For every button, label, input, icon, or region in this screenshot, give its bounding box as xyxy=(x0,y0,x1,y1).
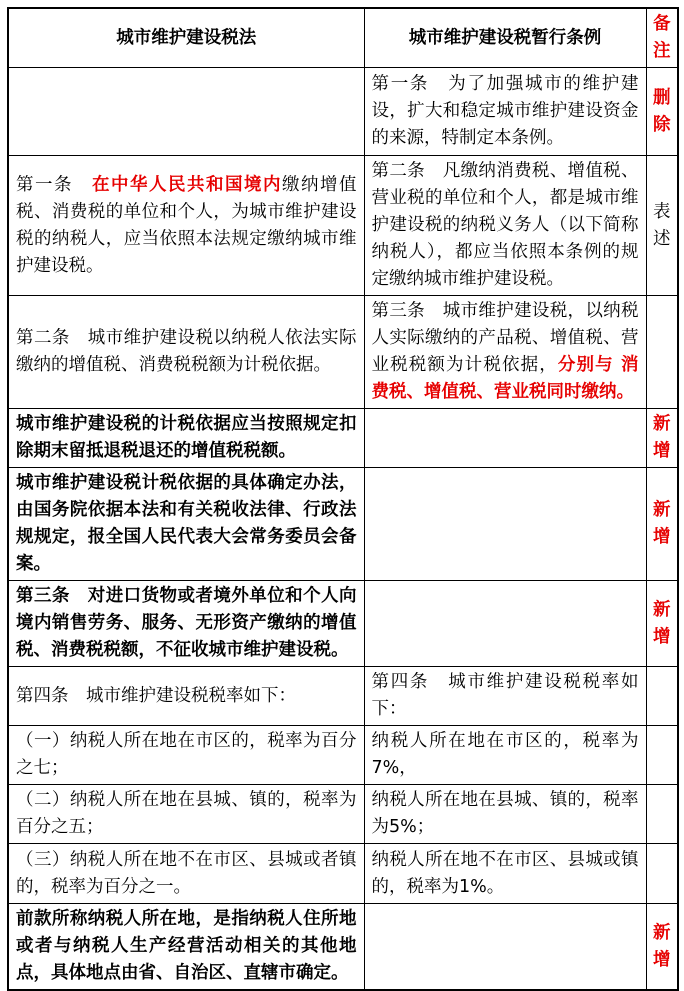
regulation-cell xyxy=(364,904,646,991)
law-cell xyxy=(8,409,364,468)
regulation-text: 纳税人所在地不在市区、县城或镇的，税率为1%。 xyxy=(371,849,639,897)
regulation-text: 第三条 城市维护建设税，以纳税人实际缴纳的产品税、增值税、营业税税额为计税依据， xyxy=(371,301,639,375)
law-cell xyxy=(8,468,364,581)
table-row xyxy=(8,667,678,726)
table-row xyxy=(8,844,678,904)
law-comparison-table xyxy=(7,7,679,991)
remark-cell xyxy=(646,296,678,409)
regulation-column-header: 城市维护建设税暂行条例 xyxy=(364,8,646,68)
law-text: 第四条 城市维护建设税税率如下： xyxy=(16,685,296,706)
table-row xyxy=(8,581,678,667)
regulation-text: 纳税人所在地在市区的，税率为7%， xyxy=(371,731,639,778)
regulation-cell xyxy=(364,726,646,785)
remark-column-header: 备注 xyxy=(646,8,678,68)
remark-cell xyxy=(646,785,678,844)
law-text: 缴纳增值税、消费税的单位和个人，为城市维护建设税的纳税人，应当依照本法规定缴纳城市维护建设税。 xyxy=(16,174,357,276)
law-cell xyxy=(8,296,364,409)
regulation-cell xyxy=(364,581,646,667)
regulation-cell xyxy=(364,68,646,156)
law-cell xyxy=(8,156,364,296)
regulation-text: 第二条 凡缴纳消费税、增值税、营业税的单位和个人，都是城市维护建设税的纳税义务人（以下简称纳税人），都应当依照本条例的规定缴纳城市维护建设税。 xyxy=(371,161,639,289)
remark-cell: 表述 xyxy=(646,156,678,296)
law-cell xyxy=(8,904,364,991)
law-text: （三）纳税人所在地不在市区、县城或者镇的，税率为百分之一。 xyxy=(16,849,357,897)
regulation-cell xyxy=(364,844,646,904)
remark-cell: 新增 xyxy=(646,409,678,468)
law-cell xyxy=(8,667,364,726)
remark-cell xyxy=(646,667,678,726)
law-text: （一）纳税人所在地在市区的，税率为百分之七； xyxy=(16,731,357,778)
table-row xyxy=(8,468,678,581)
regulation-cell xyxy=(364,785,646,844)
law-highlight-text: 在中华人民共和国境内 xyxy=(92,174,282,195)
regulation-highlight-text: 分别与 消费税、增值税、营业税同时缴纳。 xyxy=(371,355,639,402)
remark-cell: 删除 xyxy=(646,68,678,156)
table-row xyxy=(8,904,678,991)
law-cell xyxy=(8,844,364,904)
regulation-cell xyxy=(364,296,646,409)
law-column-header: 城市维护建设税法 xyxy=(8,8,364,68)
law-text: 城市维护建设税计税依据的具体确定办法，由国务院依据本法和有关税收法律、行政法规规定，报全国人民代表大会常务委员会备案。 xyxy=(16,473,357,574)
law-text: 城市维护建设税的计税依据应当按照规定扣除期末留抵退税退还的增值税税额。 xyxy=(16,414,357,461)
law-text: 第三条 对进口货物或者境外单位和个人向境内销售劳务、服务、无形资产缴纳的增值税、消费税税额，不征收城市维护建设税。 xyxy=(16,586,357,660)
table-row xyxy=(8,409,678,468)
law-text: 第一条 xyxy=(16,174,92,195)
law-cell xyxy=(8,785,364,844)
table-row xyxy=(8,785,678,844)
table-row xyxy=(8,726,678,785)
law-text: 前款所称纳税人所在地，是指纳税人住所地或者与纳税人生产经营活动相关的其他地点，具体地点由省、自治区、直辖市确定。 xyxy=(16,909,357,983)
law-cell xyxy=(8,726,364,785)
remark-cell xyxy=(646,726,678,785)
regulation-cell xyxy=(364,409,646,468)
table-row xyxy=(8,68,678,156)
regulation-text: 第一条 为了加强城市的维护建设，扩大和稳定城市维护建设资金的来源，特制定本条例。 xyxy=(371,74,639,148)
regulation-cell xyxy=(364,156,646,296)
remark-cell: 新增 xyxy=(646,904,678,991)
regulation-text: 第四条 城市维护建设税税率如下： xyxy=(371,672,639,719)
regulation-cell xyxy=(364,667,646,726)
regulation-cell xyxy=(364,468,646,581)
law-text: （二）纳税人所在地在县城、镇的，税率为百分之五； xyxy=(16,790,357,837)
table-header-row xyxy=(8,8,678,68)
remark-cell: 新增 xyxy=(646,468,678,581)
regulation-text: 纳税人所在地在县城、镇的，税率为5%； xyxy=(371,790,639,837)
remark-cell xyxy=(646,844,678,904)
law-text: 第二条 城市维护建设税以纳税人依法实际缴纳的增值税、消费税税额为计税依据。 xyxy=(16,328,357,375)
table-row xyxy=(8,296,678,409)
law-cell xyxy=(8,68,364,156)
remark-cell: 新增 xyxy=(646,581,678,667)
law-cell xyxy=(8,581,364,667)
table-row xyxy=(8,156,678,296)
